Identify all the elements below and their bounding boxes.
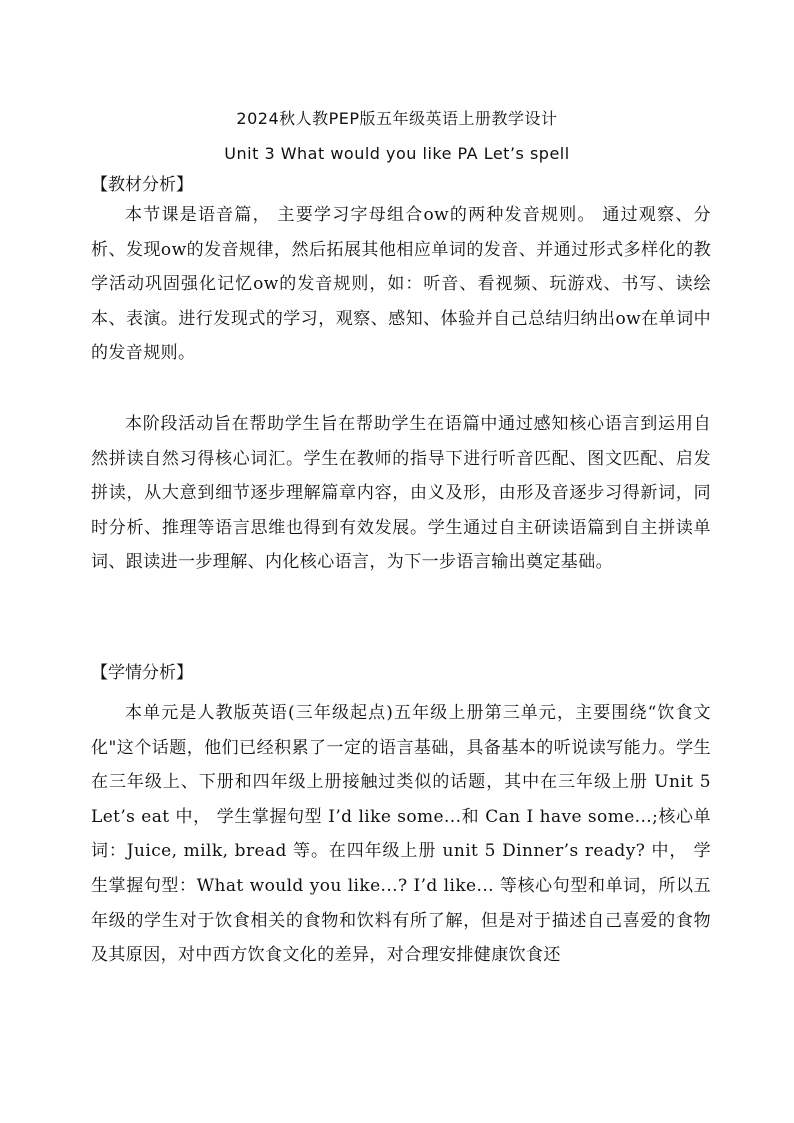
document-subtitle: Unit 3 What would you like PA Let’s spell — [224, 144, 570, 163]
paragraph-textbook-analysis-1: 本节课是语音篇， 主要学习字母组合ow的两种发音规则。 通过观察、分析、发现ow的发音规律，然后拓展其他相应单词的发音、并通过形式多样化的教学活动巩固强化记忆ow的发音规则，如：听音、看视频、玩游戏、书写、读绘本、表演。进行发现式的学习，观察、感知、体验并自己总结归纳出ow在单词中的发音规则。 — [91, 205, 711, 364]
section-heading-textbook-analysis: 【教材分析】 — [91, 175, 193, 195]
section-heading-learner-analysis: 【学情分析】 — [91, 663, 193, 683]
document-title: 2024秋人教PEP版五年级英语上册教学设计 — [236, 109, 558, 128]
paragraph-textbook-analysis-2: 本阶段活动旨在帮助学生旨在帮助学生在语篇中通过感知核心语言到运用自然拼读自然习得核心词汇。学生在教师的指导下进行听音匹配、图文匹配、启发拼读，从大意到细节逐步理解篇章内容，由义及形，由形及音逐步习得新词，同时分析、推理等语言思维也得到有效发展。学生通过自主研读语篇到自主拼读单词、跟读进一步理解、内化核心语言，为下一步语言输出奠定基础。 — [91, 414, 711, 573]
paragraph-learner-analysis-1: 本单元是人教版英语(三年级起点)五年级上册第三单元，主要围绕“饮食文化"这个话题，他们已经积累了一定的语言基础，具备基本的听说读写能力。学生在三年级上、下册和四年级上册接触过类似的话题，其中在三年级上册 Unit 5 Let’s eat 中， 学生掌握句型 I’d like some...和 Can I have some...;核心单词：Juice, milk, bread 等。在四年级上册 unit 5 Dinner’s ready? 中， 学生掌握句型：What would you like...? I’d like... 等核心句型和单词，所以五年级的学生对于饮食相关的食物和饮料有所了解，但是对于描述自己喜爱的食物及其原因，对中西方饮食文化的差异，对合理安排健康饮食还 — [91, 703, 711, 966]
